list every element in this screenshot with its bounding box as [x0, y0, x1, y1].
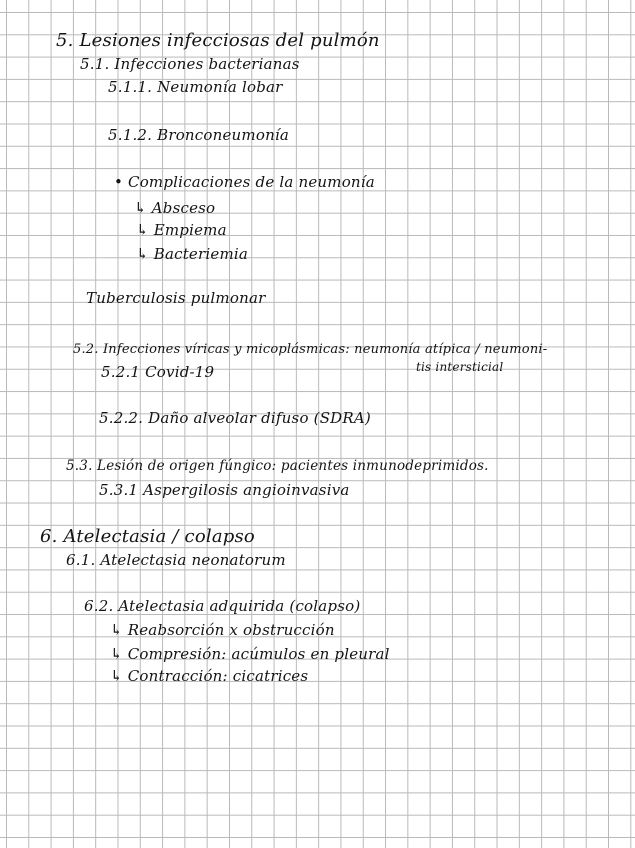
section-6-2-heading: 6.2. Atelectasia adquirida (colapso): [84, 597, 361, 615]
section-5-2-heading: 5.2. Infecciones víricas y micoplásmicas: neumonía atípica / neumoni-: [73, 342, 548, 357]
section-5-3-1-heading: 5.3.1 Aspergilosis angioinvasiva: [99, 481, 350, 499]
atelectasis-type-reabsorcion: ↳ Reabsorción x obstrucción: [110, 621, 335, 639]
section-5-heading: 5. Lesiones infecciosas del pulmón: [56, 30, 380, 51]
complications-bullet: • Complicaciones de la neumonía: [114, 173, 375, 191]
complication-item-bacteriemia: ↳ Bacteriemia: [136, 245, 249, 263]
tuberculosis-line: Tuberculosis pulmonar: [86, 289, 266, 307]
complication-item-absceso: ↳ Absceso: [134, 199, 216, 217]
section-5-1-heading: 5.1. Infecciones bacterianas: [80, 55, 300, 73]
complication-item-empiema: ↳ Empiema: [136, 221, 227, 239]
section-5-2-1-heading: 5.2.1 Covid-19: [101, 363, 215, 381]
section-5-1-1-heading: 5.1.1. Neumonía lobar: [108, 78, 283, 96]
atelectasis-type-compresion: ↳ Compresión: acúmulos en pleural: [110, 645, 390, 663]
atelectasis-type-contraccion: ↳ Contracción: cicatrices: [110, 667, 309, 685]
section-6-1-heading: 6.1. Atelectasia neonatorum: [66, 551, 286, 569]
section-5-2-continuation: tis intersticial: [416, 360, 504, 374]
section-6-heading: 6. Atelectasia / colapso: [40, 526, 255, 547]
section-5-1-2-heading: 5.1.2. Bronconeumonía: [108, 126, 290, 144]
section-5-3-heading: 5.3. Lesión de origen fúngico: pacientes inmunodeprimidos.: [66, 458, 489, 474]
section-5-2-2-heading: 5.2.2. Daño alveolar difuso (SDRA): [99, 409, 371, 427]
